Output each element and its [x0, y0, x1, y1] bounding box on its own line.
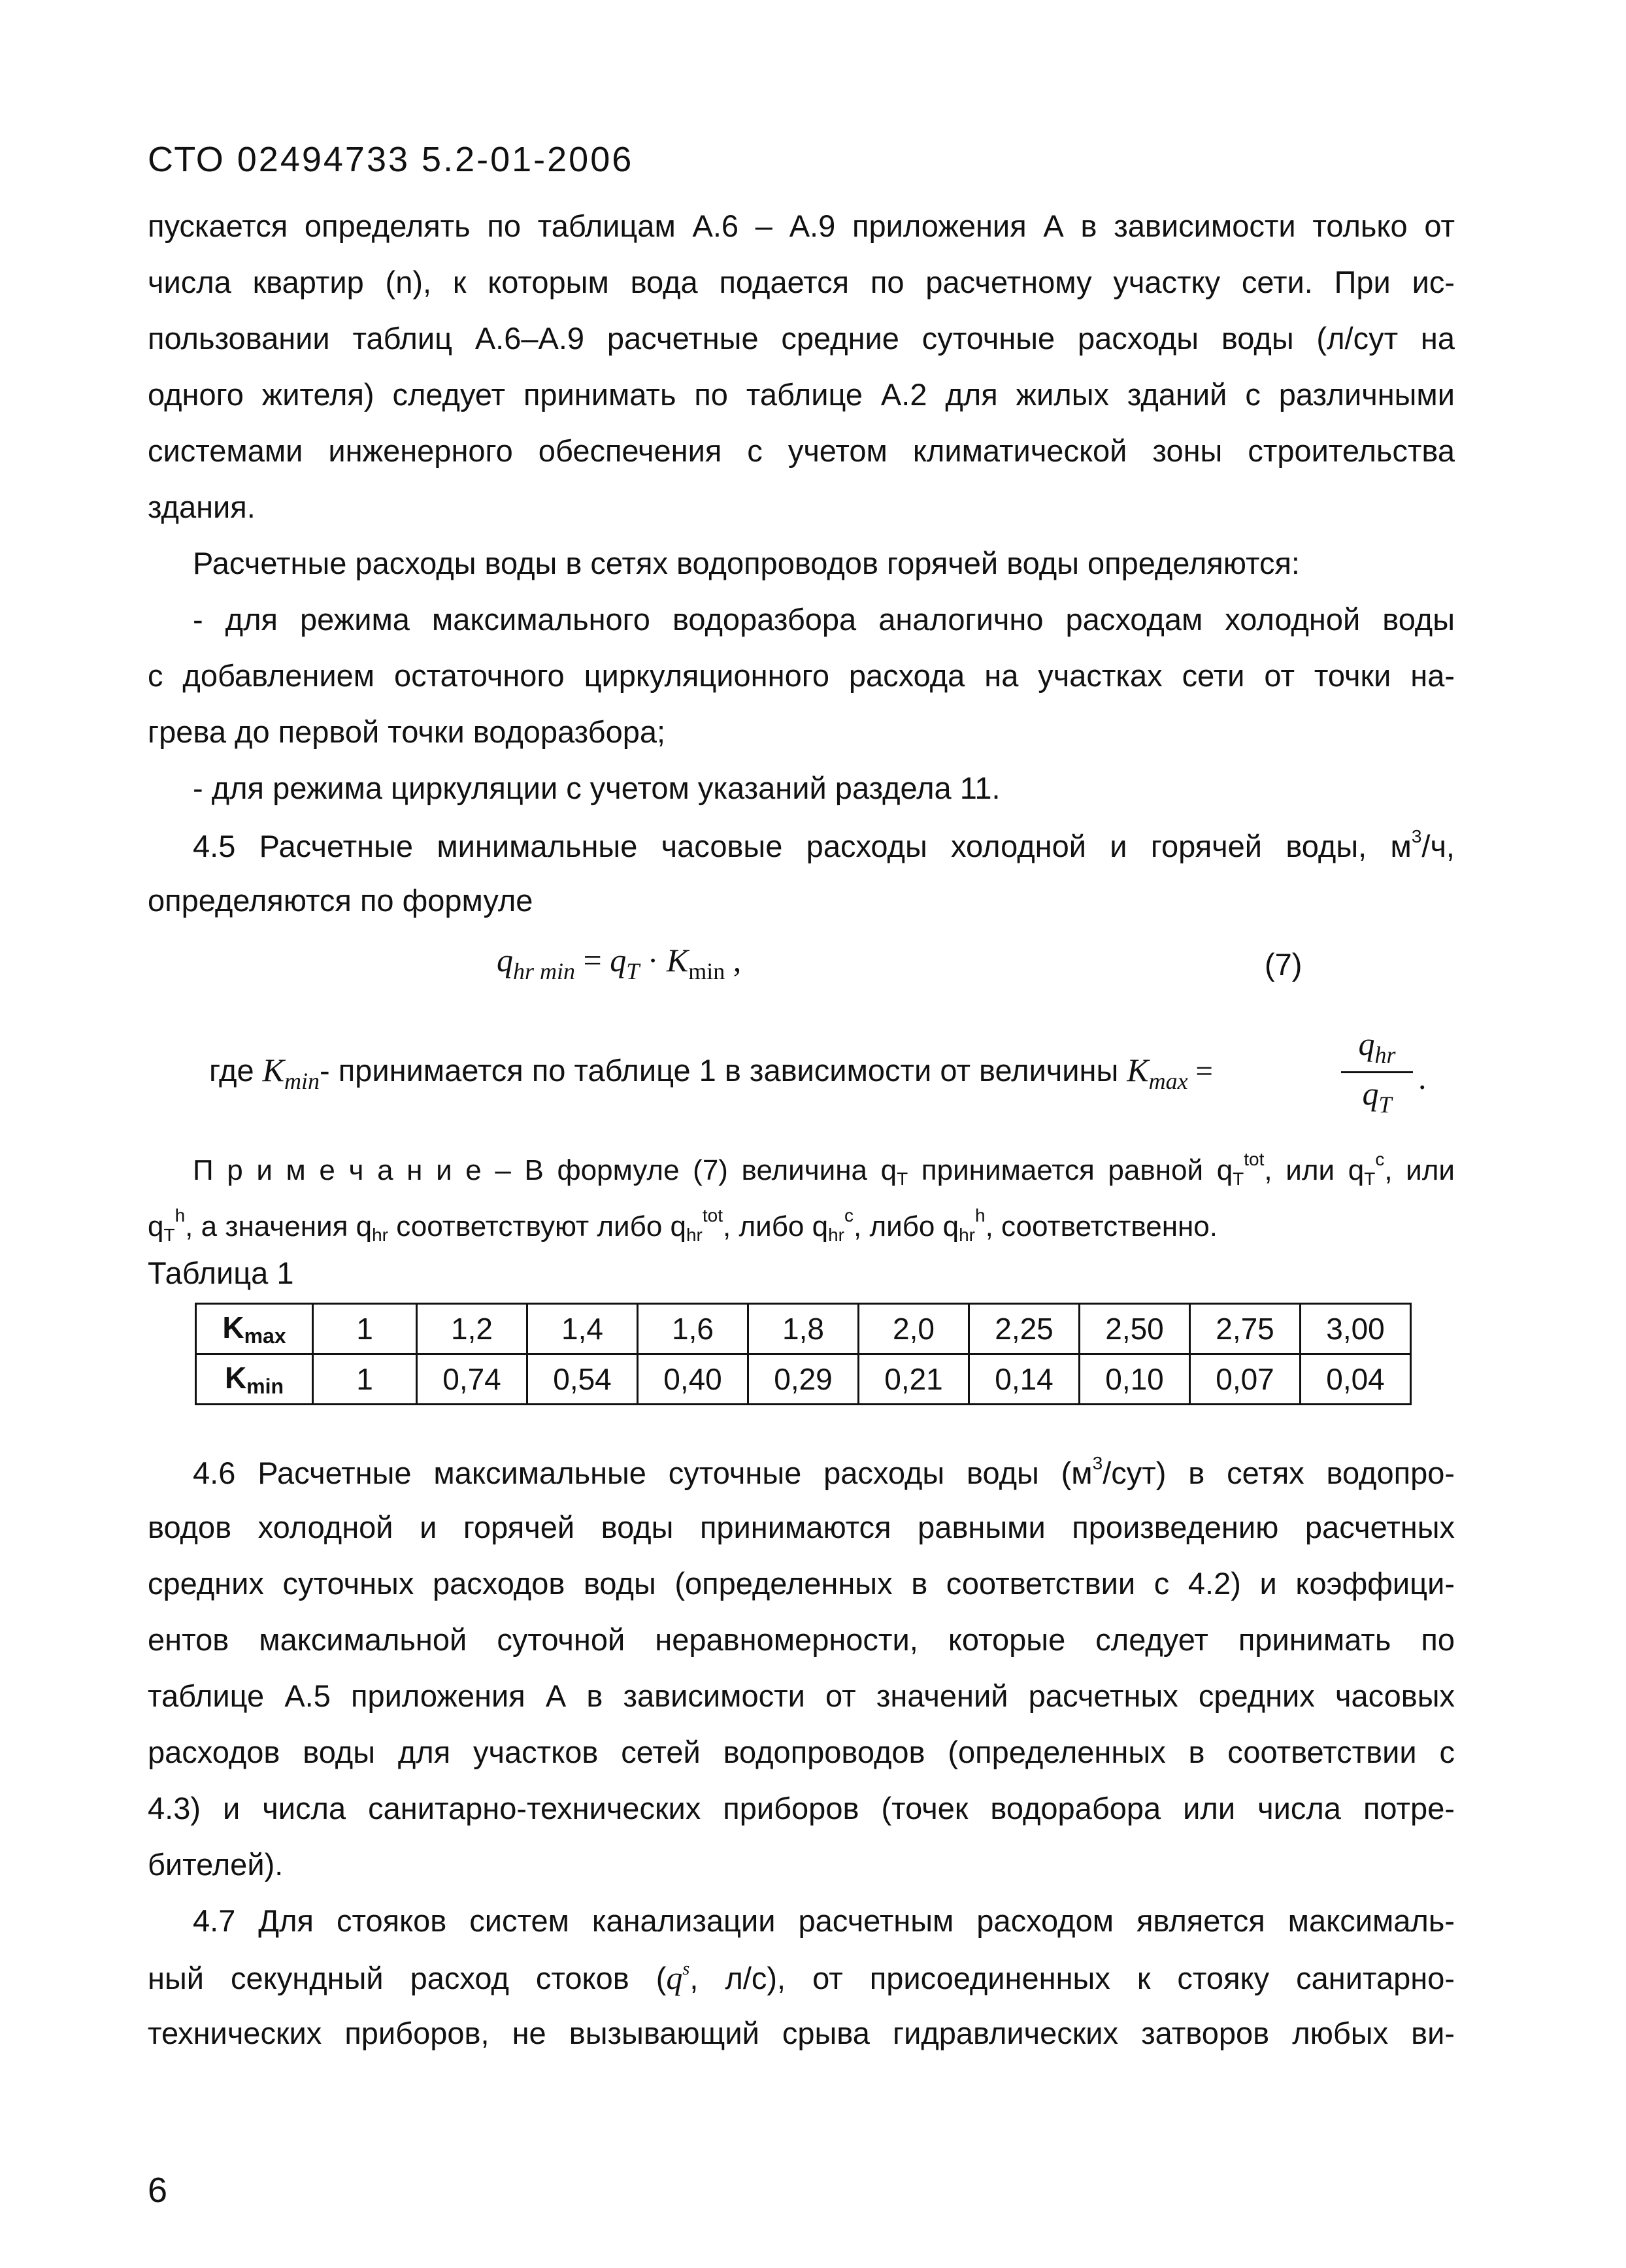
formula-operator: =: [575, 942, 610, 978]
text-run: q: [148, 1210, 164, 1242]
text-run: /сут) в сетях водопро-: [1103, 1456, 1455, 1490]
text-run: /ч,: [1421, 829, 1455, 863]
text-run: ный секундный расход стоков (: [148, 1961, 667, 1995]
text-run: , или q: [1264, 1154, 1365, 1186]
formula-subscript: hr: [1374, 1042, 1396, 1068]
table-cell: 1,6: [638, 1304, 748, 1354]
formula-7: [497, 941, 741, 985]
formula-symbol: q: [1358, 1026, 1375, 1062]
formula-symbol: q: [497, 942, 513, 978]
section-4-6-line: бителей).: [148, 1847, 284, 1882]
paragraph-line: с добавлением остаточного циркуляционного расхода на участках сети от точки на-: [148, 658, 1455, 693]
subscript: T: [1233, 1169, 1244, 1189]
paragraph-line: - для режима максимального водоразбора аналогично расходам холодной воды: [193, 602, 1455, 637]
text-run: - принимается по таблице 1 в зависимости от величины: [320, 1053, 1127, 1088]
table-cell: 0,54: [527, 1354, 638, 1405]
formula-superscript: s: [682, 1959, 690, 1979]
superscript: h: [975, 1205, 986, 1226]
superscript: 3: [1411, 826, 1422, 846]
row-label-sub: min: [246, 1374, 284, 1398]
subscript: hr: [372, 1225, 388, 1245]
superscript: h: [174, 1205, 186, 1226]
text-run: , л/с), от присоединенных к стояку санитарно-: [689, 1961, 1455, 1995]
formula-subscript: min: [688, 958, 725, 984]
table-cell: 2,25: [969, 1304, 1080, 1354]
text-run: 4.5 Расчетные минимальные часовые расходы холодной и горячей воды, м: [193, 829, 1412, 863]
paragraph-line: здания.: [148, 490, 256, 524]
table-cell: 0,07: [1190, 1354, 1301, 1405]
section-4-5-line: [193, 826, 1455, 864]
subscript: hr: [686, 1225, 703, 1245]
section-4-5-line: определяются по формуле: [148, 883, 533, 918]
text-run: принимается равной q: [908, 1154, 1233, 1186]
subscript: hr: [959, 1225, 975, 1245]
formula-symbol: K: [666, 942, 689, 978]
text-run: В формуле (7) величина q: [524, 1154, 897, 1186]
table-cell: 0,29: [748, 1354, 859, 1405]
superscript: c: [1375, 1149, 1385, 1169]
table-cell: 2,75: [1190, 1304, 1301, 1354]
paragraph-line: - для режима циркуляции с учетом указаний раздела 11.: [193, 771, 1001, 805]
table-cell: 2,50: [1080, 1304, 1190, 1354]
formula-explanation: [209, 1051, 1213, 1095]
fraction-denominator: [1341, 1073, 1413, 1118]
formula-symbol: K: [1127, 1052, 1149, 1088]
text-run: –: [481, 1154, 525, 1186]
formula-punct: ,: [725, 942, 742, 978]
row-label-sub: max: [244, 1324, 286, 1348]
formula-operator: =: [1187, 1054, 1213, 1088]
fraction-numerator: [1341, 1025, 1413, 1073]
text-run: , или: [1384, 1154, 1455, 1186]
formula-subscript: min: [284, 1068, 320, 1094]
row-header-kmin: [196, 1354, 313, 1405]
table-cell: 2,0: [859, 1304, 969, 1354]
table-cell: 1,2: [417, 1304, 527, 1354]
table-cell: 0,10: [1080, 1354, 1190, 1405]
formula-subscript: max: [1148, 1068, 1188, 1094]
note-label: П р и м е ч а н и е: [193, 1154, 482, 1186]
text-run: , соответственно.: [985, 1210, 1218, 1242]
table-cell: 1,8: [748, 1304, 859, 1354]
section-4-6-line: средних суточных расходов воды (определенных в соответствии с 4.2) и коэффици-: [148, 1566, 1455, 1601]
kmax-fraction: [1341, 1025, 1413, 1118]
section-4-6-line: водов холодной и горячей воды принимаются равными произведению расчетных: [148, 1510, 1455, 1544]
section-4-6-line: таблице А.5 приложения А в зависимости от значений расчетных средних часовых: [148, 1678, 1455, 1713]
paragraph-line: грева до первой точки водоразбора;: [148, 714, 666, 749]
section-4-6-line: расходов воды для участков сетей водопроводов (определенных в соответствии с: [148, 1735, 1455, 1769]
table-cell: 3,00: [1301, 1304, 1411, 1354]
table-row: [196, 1354, 1411, 1405]
text-run: , а значения q: [185, 1210, 373, 1242]
formula-symbol: q: [1362, 1075, 1379, 1112]
formula-symbol: K: [262, 1052, 285, 1088]
table-1: [195, 1303, 1412, 1405]
row-label: K: [224, 1360, 247, 1395]
text-run: , либо q: [723, 1210, 829, 1242]
table-cell: 0,74: [417, 1354, 527, 1405]
section-4-6-line: [193, 1453, 1455, 1491]
section-4-6-line: 4.3) и числа санитарно-технических приборов (точек водорабора или числа потре-: [148, 1791, 1455, 1826]
superscript: tot: [1244, 1149, 1265, 1169]
superscript: 3: [1092, 1453, 1103, 1473]
note-line-1: [193, 1149, 1455, 1190]
formula-subscript: T: [626, 958, 640, 984]
table-row: [196, 1304, 1411, 1354]
table-cell: 0,04: [1301, 1354, 1411, 1405]
equation-number: (7): [1265, 947, 1302, 982]
superscript: tot: [702, 1205, 723, 1226]
row-label: K: [222, 1310, 244, 1344]
formula-symbol: q: [666, 1959, 683, 1996]
section-4-7-line: [148, 1959, 1455, 1997]
superscript: c: [844, 1205, 854, 1226]
document-header: СТО 02494733 5.2-01-2006: [148, 140, 634, 179]
table-cell: 0,40: [638, 1354, 748, 1405]
paragraph-line: одного жителя) следует принимать по таблице А.2 для жилых зданий с различными: [148, 377, 1455, 412]
table-cell: 0,21: [859, 1354, 969, 1405]
table-cell: 1: [313, 1354, 417, 1405]
page-number: 6: [148, 2171, 168, 2210]
note-line-2: [148, 1205, 1218, 1246]
table-caption: Таблица 1: [148, 1256, 294, 1290]
text-run: , либо q: [854, 1210, 959, 1242]
paragraph-line: системами инженерного обеспечения с учетом климатической зоны строительства: [148, 433, 1455, 468]
row-header-kmax: [196, 1304, 313, 1354]
section-4-7-line: технических приборов, не вызывающий срыва гидравлических затворов любых ви-: [148, 2016, 1455, 2050]
formula-subscript: T: [1378, 1092, 1392, 1118]
paragraph-line: пускается определять по таблицам А.6 – А.9 приложения А в зависимости только от: [148, 208, 1455, 243]
formula-subscript: hr min: [513, 958, 576, 984]
formula-punct: .: [1418, 1059, 1427, 1096]
subscript: hr: [828, 1225, 845, 1245]
subscript: T: [897, 1169, 908, 1189]
subscript: T: [1364, 1169, 1376, 1189]
text-run: соответствуют либо q: [388, 1210, 686, 1242]
table-cell: 0,14: [969, 1354, 1080, 1405]
table-cell: 1,4: [527, 1304, 638, 1354]
paragraph-line: Расчетные расходы воды в сетях водопроводов горячей воды определяются:: [193, 546, 1300, 580]
text-run: где: [209, 1053, 263, 1088]
table-cell: 1: [313, 1304, 417, 1354]
text-run: 4.6 Расчетные максимальные суточные расходы воды (м: [193, 1456, 1093, 1490]
paragraph-line: числа квартир (n), к которым вода подается по расчетному участку сети. При ис-: [148, 265, 1455, 299]
section-4-6-line: ентов максимальной суточной неравномерности, которые следует принимать по: [148, 1622, 1455, 1657]
formula-symbol: q: [610, 942, 627, 978]
paragraph-line: пользовании таблиц А.6–А.9 расчетные средние суточные расходы воды (л/сут на: [148, 321, 1455, 356]
section-4-7-line: 4.7 Для стояков систем канализации расчетным расходом является максималь-: [193, 1903, 1455, 1938]
formula-operator: ·: [639, 942, 667, 978]
subscript: T: [163, 1225, 175, 1245]
